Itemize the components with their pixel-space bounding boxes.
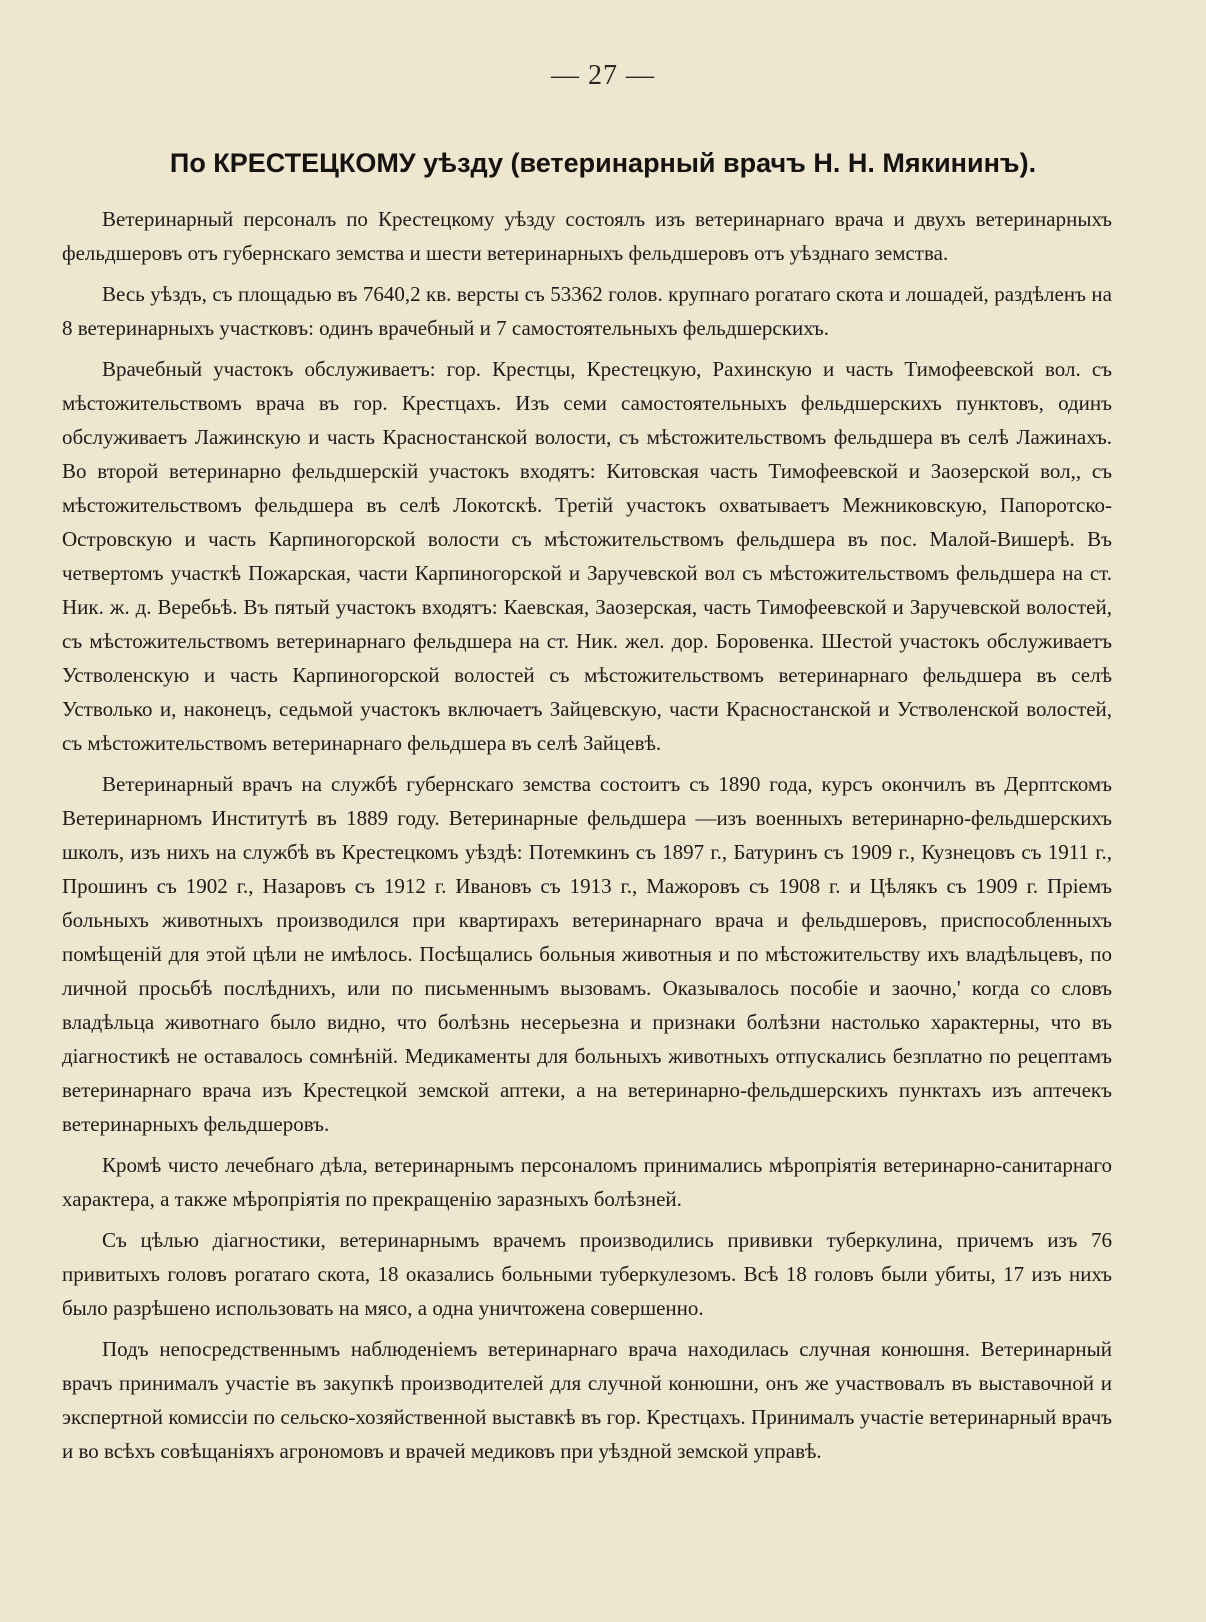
page-number: — 27 — — [551, 60, 655, 91]
body-text — [62, 202, 1112, 1475]
paragraph: Съ цѣлью діагностики, ветеринарнымъ врачемъ производились прививки туберкулина, причемъ изъ 76 привитыхъ головъ рогатаго скота, 18 оказались больными туберкулезомъ. Всѣ 18 головъ были убиты, 17 изъ нихъ было разрѣшено использовать на мясо, а одна уничтожена совершенно. — [62, 1228, 1112, 1320]
section-heading: По КРЕСТЕЦКОМУ уѣзду (ветеринарный врачъ Н. Н. Мякининъ). — [169, 148, 1037, 178]
paragraph: Весь уѣздъ, съ площадью въ 7640,2 кв. версты съ 53362 голов. крупнаго рогатаго скота и лошадей, раздѣленъ на 8 ветеринарныхъ участковъ: одинъ врачебный и 7 самостоятельныхъ фельдшерскихъ. — [62, 282, 1112, 340]
paragraph: Ветеринарный персоналъ по Крестецкому уѣзду состоялъ изъ ветеринарнаго врача и двухъ ветеринарныхъ фельдшеровъ отъ губернскаго земства и шести ветеринарныхъ фельдшеровъ отъ уѣзднаго земства. — [62, 207, 1112, 265]
paragraph: Кромѣ чисто лечебнаго дѣла, ветеринарнымъ персоналомъ принимались мѣропріятія ветеринарно-санитарнаго характера, а также мѣропріятія по прекращенію заразныхъ болѣзней. — [62, 1153, 1112, 1211]
paragraph: Врачебный участокъ обслуживаетъ: гор. Крестцы, Крестецкую, Рахинскую и часть Тимофеевской вол. съ мѣстожительствомъ врача въ гор. Крестцахъ. Изъ семи самостоятельныхъ фельдшерскихъ пунктовъ, одинъ обслуживаетъ Лажинскую и часть Красностанской волости, съ мѣстожительствомъ фельдшера въ селѣ Лажинахъ. Во второй ветеринарно фельдшерскій участокъ входятъ: Китовская часть Тимофеевской и Заозерской вол,, съ мѣстожительствомъ фельдшера въ селѣ Локотскѣ. Третій участокъ охватываетъ Межниковскую, Папоротско-Островскую и часть Карпиногорской волости съ мѣстожительствомъ фельдшера въ пос. Малой-Вишерѣ. Въ четвертомъ участкѣ Пожарская, части Карпиногорской и Заручевской вол съ мѣстожительствомъ фельдшера на ст. Ник. ж. д. Веребьѣ. Въ пятый участокъ входятъ: Каевская, Заозерская, часть Тимофеевской и Заручевской волостей, съ мѣстожительствомъ ветеринарнаго фельдшера на ст. Ник. жел. дор. Боровенка. Шестой участокъ обслуживаетъ Устволенскую и часть Карпиногорской волостей съ мѣстожительствомъ ветеринарнаго фельдшера въ селѣ Устволько и, наконецъ, седьмой участокъ включаетъ Зайцевскую, части Красностанской и Устволенской волостей, съ мѣстожительствомъ ветеринарнаго фельдшера въ селѣ Зайцевѣ. — [62, 357, 1112, 755]
paragraph: Ветеринарный врачъ на службѣ губернскаго земства состоитъ съ 1890 года, курсъ окончилъ въ Дерптскомъ Ветеринарномъ Институтѣ въ 1889 году. Ветеринарные фельдшера —изъ военныхъ ветеринарно-фельдшерскихъ школъ, изъ нихъ на службѣ въ Крестецкомъ уѣздѣ: Потемкинъ съ 1897 г., Батуринъ съ 1909 г., Кузнецовъ съ 1911 г., Прошинъ съ 1902 г., Назаровъ съ 1912 г. Ивановъ съ 1913 г., Мажоровъ съ 1908 г. и Цѣлякъ съ 1909 г. Пріемъ больныхъ животныхъ производился при квартирахъ ветеринарнаго врача и фельдшеровъ, приспособленныхъ помѣщеній для этой цѣли не имѣлось. Посѣщались больныя животныя и по мѣстожительству ихъ владѣльцевъ, по личной просьбѣ послѣднихъ, или по письменнымъ вызовамъ. Оказывалось пособіе и заочно,' когда со словъ владѣльца животнаго было видно, что болѣзнь несерьезна и признаки болѣзни настолько характерны, что въ діагностикѣ не оставалось сомнѣній. Медикаменты для больныхъ животныхъ отпускались безплатно по рецептамъ ветеринарнаго врача изъ Крестецкой земской аптеки, а на ветеринарно-фельдшерскихъ пунктахъ изъ аптечекъ ветеринарныхъ фельдшеровъ. — [62, 772, 1112, 1136]
paragraph: Подъ непосредственнымъ наблюденіемъ ветеринарнаго врача находилась случная конюшня. Ветеринарный врачъ принималъ участіе въ закупкѣ производителей для случной конюшни, онъ же участвовалъ въ выставочной и экспертной комиссіи по сельско-хозяйственной выставкѣ въ гор. Крестцахъ. Принималъ участіе ветеринарный врачъ и во всѣхъ совѣщаніяхъ агрономовъ и врачей медиковъ при уѣздной земской управѣ. — [62, 1337, 1112, 1463]
